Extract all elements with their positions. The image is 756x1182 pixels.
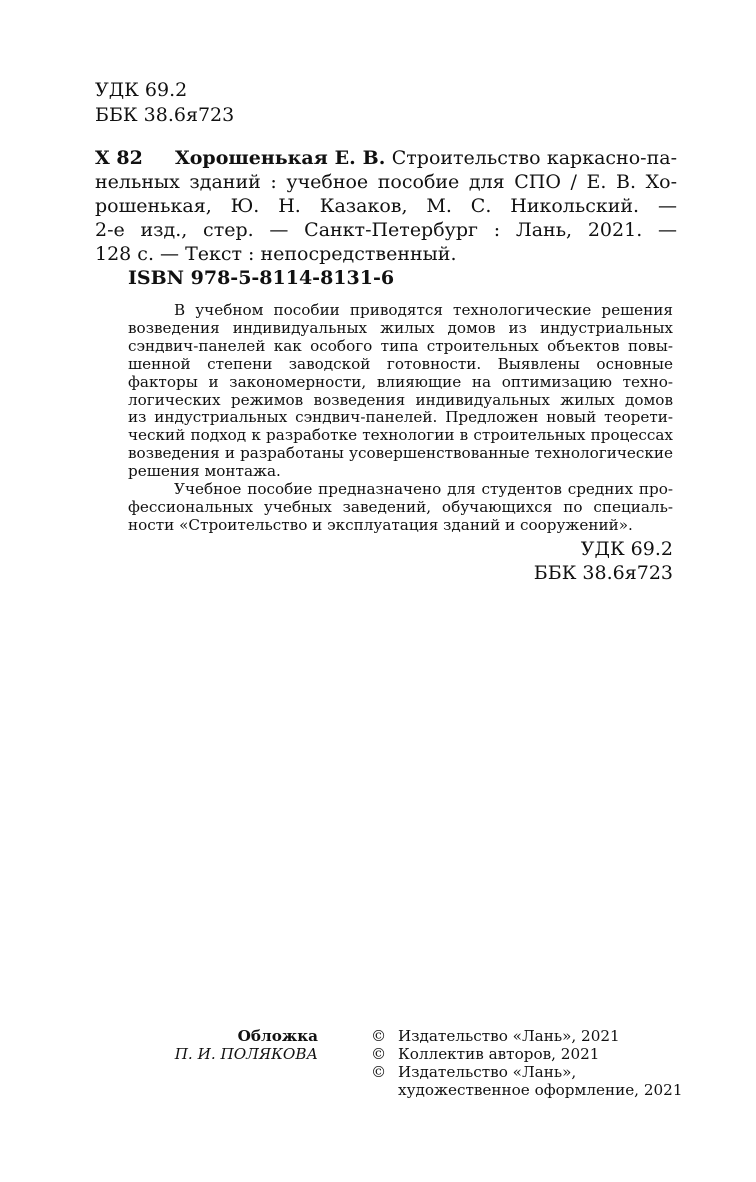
entry-line [175,146,677,170]
abstract-line: шенной степени заводской готовности. Выявлены основные [128,354,673,373]
copyright-icon: © [371,1027,387,1045]
title-text: Строительство каркасно-па- [391,147,677,169]
entry-line: нельных зданий : учебное пособие для СПО / Е. В. Хо- [95,171,677,193]
abstract-line: сэндвич-панелей как особого типа строительных объектов повы- [128,336,673,355]
copyright-icon: © [371,1045,387,1063]
abstract-paragraph [128,302,673,481]
copyright-text: художественное оформление, 2021 [398,1081,683,1099]
abstract-line: ческий подход к разработке технологии в строительных процессах [128,426,673,445]
abstract-line: В учебном пособии приводятся технологические решения [174,301,673,319]
entry-line: рошенькая, Ю. Н. Казаков, М. С. Никольский. — [95,195,677,217]
abstract-line: возведения и разработаны усовершенствованные технологические [128,444,673,463]
udk-code: УДК 69.2 [580,538,673,560]
bbk-code: ББК 38.6я723 [533,562,673,584]
abstract-line: логических режимов возведения индивидуальных жилых домов [128,390,673,409]
copyright-row [371,1027,683,1045]
bbk-code: ББК 38.6я723 [95,104,235,126]
abstract-paragraph [128,481,673,535]
abstract-line: Учебное пособие предназначено для студентов средних про- [174,480,673,499]
abstract-line: факторы и закономерности, влияющие на оптимизацию техно- [128,372,673,391]
classification-bottom [534,537,673,585]
abstract-line: ности «Строительство и эксплуатация зданий и сооружений». [128,515,633,534]
entry-line: 128 с. — Текст : непосредственный. [95,243,457,265]
abstract [128,302,673,535]
copyright-text: Издательство «Лань», [398,1063,577,1081]
bibliographic-description-continued [95,170,677,266]
entry-line: 2-е изд., стер. — Санкт-Петербург : Лань, 2021. — [95,219,677,241]
abstract-line: решения монтажа. [128,462,281,481]
cover-credit [175,1027,318,1063]
catalog-entry [95,146,677,266]
copyright-block [371,1027,683,1099]
copyright-row-continued [371,1081,683,1099]
abstract-line: возведения индивидуальных жилых домов из индустриальных [128,318,673,337]
abstract-line: фессиональных учебных заведений, обучающихся по специаль- [128,497,673,516]
author-mark: Х 82 [95,147,143,169]
cover-role: Обложка [237,1027,318,1045]
copyright-icon: © [371,1063,387,1081]
udk-code: УДК 69.2 [95,79,188,101]
isbn: ISBN 978-5-8114-8131-6 [128,267,395,289]
copyright-row [371,1045,683,1063]
classification-top [95,78,234,128]
author-name: Хорошенькая Е. В. [175,147,386,169]
copyright-text: Издательство «Лань», 2021 [398,1027,620,1045]
bibliographic-description [175,146,677,170]
cover-designer: П. И. ПОЛЯКОВА [174,1045,318,1063]
copyright-row [371,1063,683,1081]
copyright-text: Коллектив авторов, 2021 [398,1045,600,1063]
abstract-line: из индустриальных сэндвич-панелей. Предложен новый теорети- [128,408,673,427]
